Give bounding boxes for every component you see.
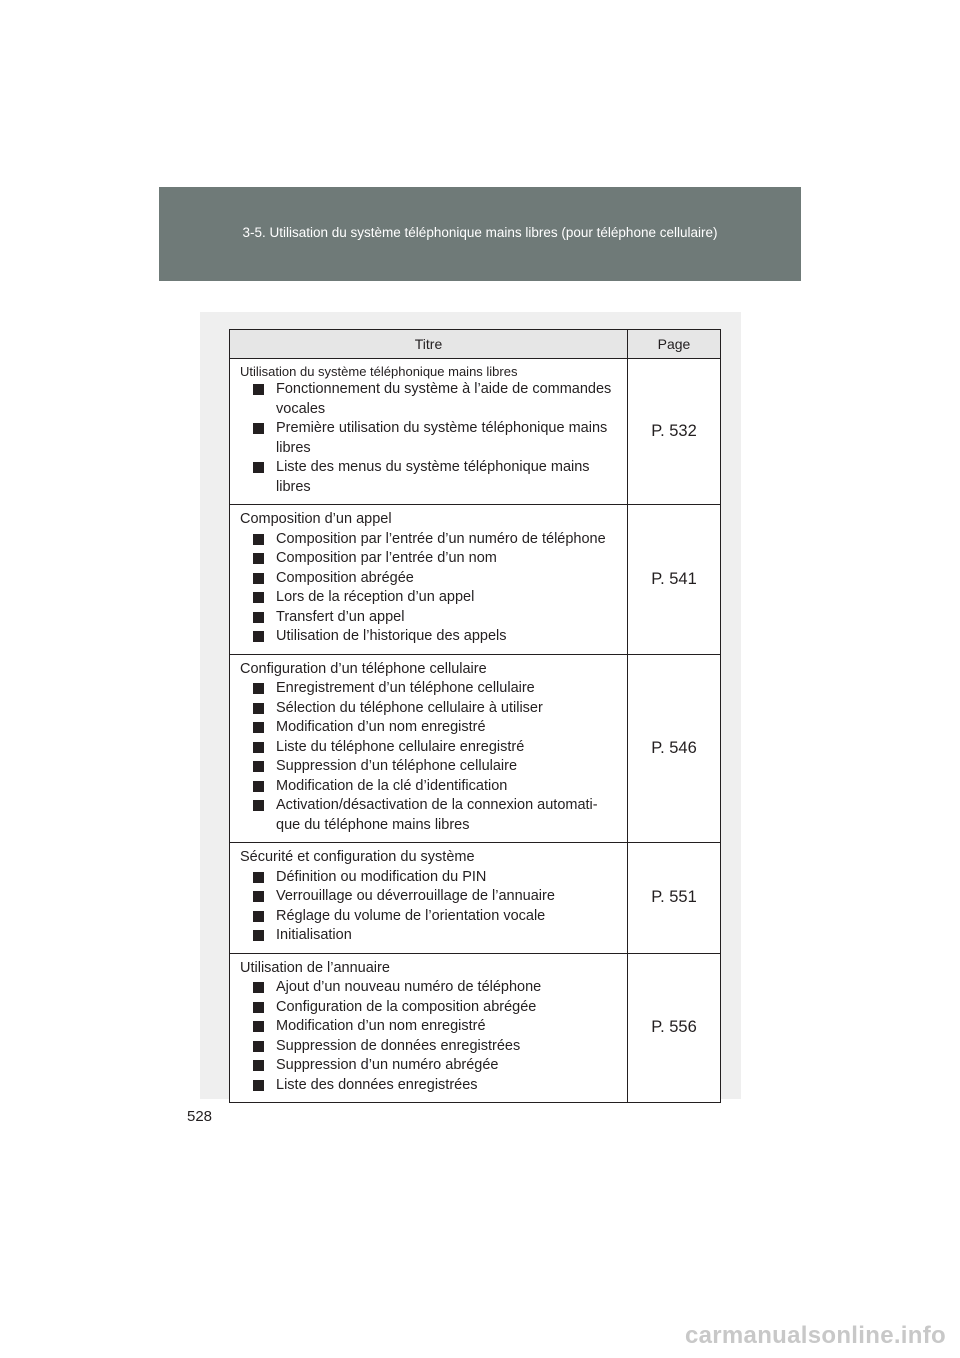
section-item xyxy=(253,679,619,699)
toc-section-cell xyxy=(230,843,628,954)
toc-section-cell xyxy=(230,654,628,843)
section-title: Configuration d’un téléphone cellulaire xyxy=(240,660,487,677)
section-item xyxy=(253,998,619,1018)
section-item-label: Première utilisation du système téléphonique mains libres xyxy=(276,420,608,456)
square-bullet-icon xyxy=(253,1002,264,1013)
section-item-label: Modification d’un nom enregistré xyxy=(276,719,486,735)
section-item-label: Enregistrement d’un téléphone cellulaire xyxy=(276,680,535,696)
section-item xyxy=(253,887,619,907)
column-header-page: Page xyxy=(628,330,721,359)
page-reference: P. 551 xyxy=(628,843,721,954)
square-bullet-icon xyxy=(253,800,264,811)
square-bullet-icon xyxy=(253,930,264,941)
square-bullet-icon xyxy=(253,1041,264,1052)
section-item-label: Composition abrégée xyxy=(276,569,414,586)
section-item-label: Suppression de données enregistrées xyxy=(276,1037,521,1054)
section-item xyxy=(253,380,619,419)
section-item-label: Sélection du téléphone cellulaire à utiliser xyxy=(276,699,543,716)
section-item xyxy=(253,926,619,946)
square-bullet-icon xyxy=(253,1080,264,1091)
section-item-label: Liste des menus du système téléphonique mains libres xyxy=(276,459,590,495)
section-item xyxy=(253,419,619,458)
toc-section-row xyxy=(230,505,721,655)
section-item xyxy=(253,1076,619,1096)
square-bullet-icon xyxy=(253,1060,264,1071)
section-item xyxy=(253,978,619,998)
section-item-label: Ajout d’un nouveau numéro de téléphone xyxy=(276,979,542,995)
watermark: carmanualsonline.info xyxy=(684,1322,946,1349)
section-item-list xyxy=(240,978,619,1095)
section-item-label: Liste des données enregistrées xyxy=(276,1076,478,1093)
section-item xyxy=(253,868,619,888)
section-item-label: Initialisation xyxy=(276,927,352,943)
square-bullet-icon xyxy=(253,722,264,733)
section-item-label: Composition par l’entrée d’un numéro de téléphone xyxy=(276,530,606,547)
square-bullet-icon xyxy=(253,982,264,993)
square-bullet-icon xyxy=(253,423,264,434)
section-item xyxy=(253,907,619,927)
square-bullet-icon xyxy=(253,761,264,772)
toc-table xyxy=(229,329,721,1103)
section-item xyxy=(253,796,619,835)
section-item xyxy=(253,1056,619,1076)
section-title: Utilisation de l’annuaire xyxy=(240,959,390,976)
square-bullet-icon xyxy=(253,573,264,584)
square-bullet-icon xyxy=(253,683,264,694)
square-bullet-icon xyxy=(253,553,264,564)
page-reference: P. 541 xyxy=(628,505,721,655)
page-reference: P. 546 xyxy=(628,654,721,843)
section-item-list xyxy=(240,380,619,497)
section-item xyxy=(253,627,619,647)
section-item xyxy=(253,738,619,758)
section-item-label: Fonctionnement du système à l’aide de commandes vocales xyxy=(276,381,612,417)
square-bullet-icon xyxy=(253,384,264,395)
section-item-label: Composition par l’entrée d’un nom xyxy=(276,550,497,566)
section-item-label: Verrouillage ou déverrouillage de l’annuaire xyxy=(276,888,555,904)
section-item xyxy=(253,757,619,777)
section-item-label: Modification d’un nom enregistré xyxy=(276,1018,486,1034)
section-item-list xyxy=(240,530,619,647)
section-item-label: Transfert d’un appel xyxy=(276,608,405,625)
toc-section-cell xyxy=(230,505,628,655)
section-item xyxy=(253,588,619,608)
section-item xyxy=(253,549,619,569)
section-title: Composition d’un appel xyxy=(240,511,392,527)
section-header-title: 3-5. Utilisation du système téléphonique mains libres (pour téléphone cellulaire) xyxy=(242,225,718,240)
square-bullet-icon xyxy=(253,911,264,922)
page-reference: P. 532 xyxy=(628,359,721,505)
section-item-label: Définition ou modification du PIN xyxy=(276,868,487,885)
square-bullet-icon xyxy=(253,631,264,642)
toc-section-row xyxy=(230,654,721,843)
square-bullet-icon xyxy=(253,612,264,623)
square-bullet-icon xyxy=(253,462,264,473)
section-title: Sécurité et configuration du système xyxy=(240,849,475,865)
column-header-title: Titre xyxy=(230,330,628,359)
square-bullet-icon xyxy=(253,592,264,603)
toc-section-row xyxy=(230,843,721,954)
square-bullet-icon xyxy=(253,534,264,545)
section-title: Utilisation du système téléphonique mains libres xyxy=(240,364,518,379)
page-number: 528 xyxy=(187,1108,213,1125)
section-item xyxy=(253,1037,619,1057)
section-item-label: Suppression d’un numéro abrégée xyxy=(276,1057,499,1073)
section-item-label: Réglage du volume de l’orientation vocale xyxy=(276,907,546,924)
section-item-list xyxy=(240,868,619,946)
square-bullet-icon xyxy=(253,703,264,714)
toc-section-row xyxy=(230,953,721,1103)
section-item xyxy=(253,718,619,738)
page-reference: P. 556 xyxy=(628,953,721,1103)
section-item-label: Lors de la réception d’un appel xyxy=(276,589,475,605)
section-item xyxy=(253,458,619,497)
square-bullet-icon xyxy=(253,1021,264,1032)
square-bullet-icon xyxy=(253,891,264,902)
section-item-list xyxy=(240,679,619,835)
square-bullet-icon xyxy=(253,872,264,883)
section-item-label: Suppression d’un téléphone cellulaire xyxy=(276,758,518,774)
square-bullet-icon xyxy=(253,742,264,753)
section-item xyxy=(253,569,619,589)
toc-section-cell xyxy=(230,359,628,505)
section-item-label: Configuration de la composition abrégée xyxy=(276,998,537,1015)
section-item xyxy=(253,699,619,719)
section-item xyxy=(253,530,619,550)
square-bullet-icon xyxy=(253,781,264,792)
section-item xyxy=(253,777,619,797)
section-item-label: Utilisation de l’historique des appels xyxy=(276,628,507,644)
toc-section-row xyxy=(230,359,721,505)
section-item-label: Liste du téléphone cellulaire enregistré xyxy=(276,738,525,755)
toc-header-row xyxy=(230,330,721,359)
section-header-band xyxy=(159,187,801,281)
section-item-label: Modification de la clé d’identification xyxy=(276,777,508,794)
section-item xyxy=(253,1017,619,1037)
toc-section-cell xyxy=(230,953,628,1103)
section-item-label: Activation/désactivation de la connexion automati-que du téléphone mains libres xyxy=(276,797,598,833)
section-item xyxy=(253,608,619,628)
